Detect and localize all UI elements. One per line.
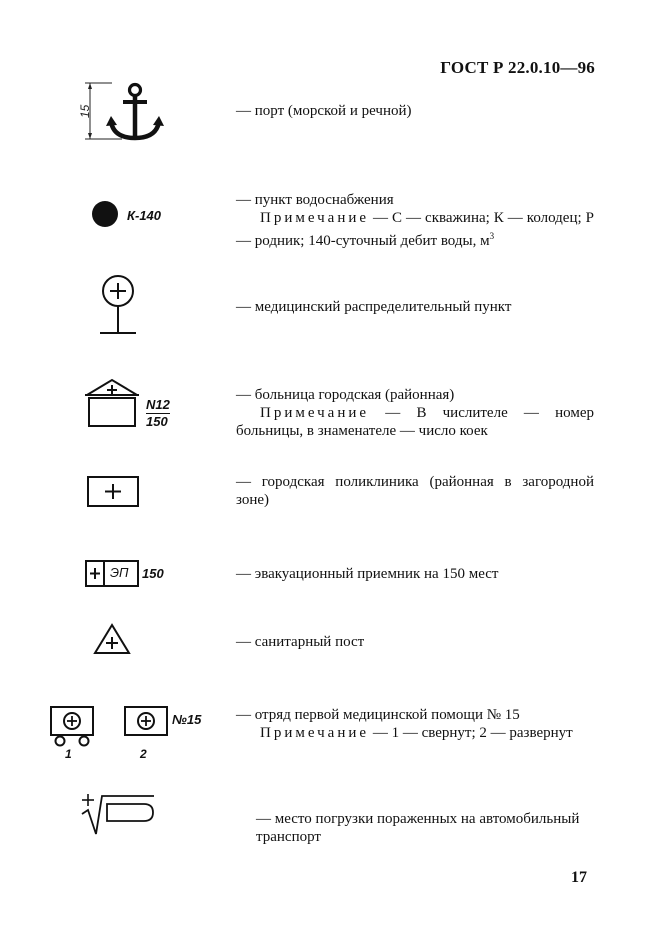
entry-desc: — санитарный пост bbox=[236, 634, 365, 650]
medical-point-icon bbox=[96, 274, 140, 336]
page-number: 17 bbox=[571, 869, 587, 886]
svg-text:15: 15 bbox=[78, 104, 92, 118]
entry-desc: — больница городская (районная) bbox=[236, 387, 455, 403]
entry-desc: — место погрузки пораженных на автомобильный транспорт bbox=[256, 811, 580, 845]
entry-note: Примечание — С — скважина; К — колодец; Р — родник; 140-суточный дебит воды, $м^3$ bbox=[236, 210, 594, 249]
entry-port bbox=[236, 102, 594, 120]
entry-water-supply bbox=[236, 191, 594, 250]
polyclinic-icon bbox=[86, 474, 142, 510]
variant-label-2: 2 bbox=[140, 747, 147, 761]
entry-desc: — эвакуационный приемник на 150 мест bbox=[236, 566, 499, 582]
entry-evacuation bbox=[236, 565, 594, 583]
medical-unit-deployed-icon bbox=[122, 704, 172, 738]
entry-desc: — городская поликлиника (районная в загородной зоне) bbox=[236, 474, 594, 508]
hospital-numerator: N12 bbox=[146, 397, 170, 412]
entry-medical-point bbox=[236, 298, 594, 316]
loading-point-icon bbox=[80, 790, 160, 840]
anchor-icon bbox=[82, 80, 172, 146]
variant-label-1: 1 bbox=[65, 747, 72, 761]
unit-number-label: №15 bbox=[172, 712, 202, 727]
entry-medical-unit bbox=[236, 706, 594, 742]
entry-hospital bbox=[236, 386, 594, 440]
sanitary-post-icon bbox=[92, 622, 132, 656]
entry-desc: — медицинский распределительный пункт bbox=[236, 299, 512, 315]
hospital-icon bbox=[84, 378, 140, 428]
water-point-label: К-140 bbox=[127, 208, 162, 223]
medical-unit-folded-icon bbox=[48, 704, 98, 748]
entry-sanitary-post bbox=[236, 633, 594, 651]
dimension-label bbox=[78, 96, 94, 122]
entry-note: Примечание — В числителе — номер больницы, в знаменателе — число коек bbox=[236, 405, 594, 439]
entry-loading-point bbox=[256, 810, 594, 846]
page-header: ГОСТ Р 22.0.10—96 bbox=[440, 58, 595, 77]
entry-desc: — отряд первой медицинской помощи № 15 bbox=[236, 707, 520, 723]
evacuation-box-label: ЭП bbox=[110, 565, 129, 580]
entry-polyclinic bbox=[236, 473, 594, 509]
water-point-icon bbox=[90, 199, 120, 229]
entry-desc: — порт (морской и речной) bbox=[236, 103, 412, 119]
entry-note: Примечание — 1 — свернут; 2 — развернут bbox=[260, 725, 573, 741]
hospital-denominator: 150 bbox=[146, 414, 168, 429]
evacuation-count: 150 bbox=[142, 566, 164, 581]
entry-desc: — пункт водоснабжения bbox=[236, 192, 394, 208]
